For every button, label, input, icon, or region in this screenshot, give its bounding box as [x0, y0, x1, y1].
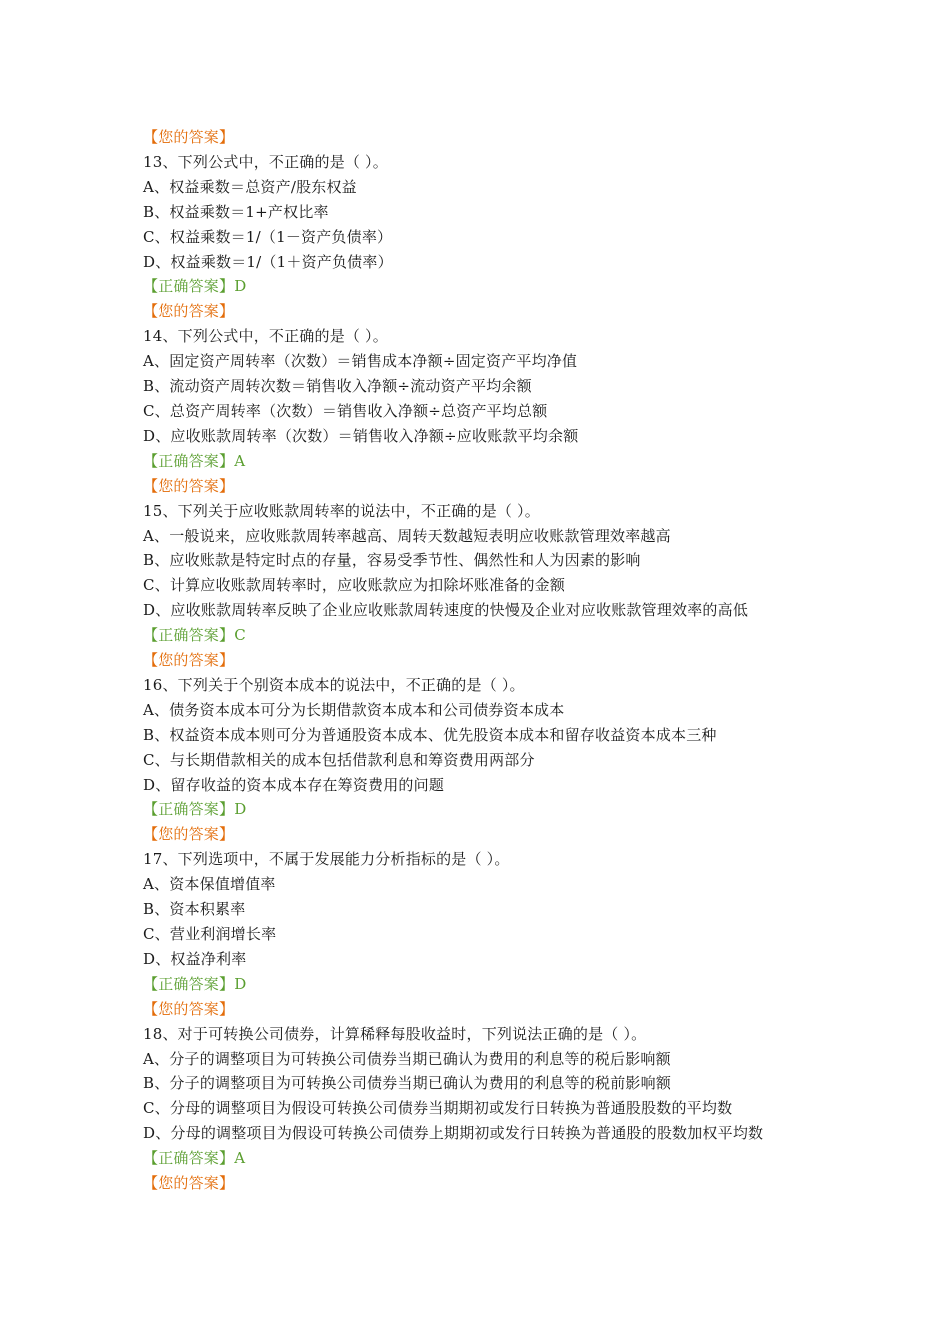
option-c: C、权益乘数＝1/（1－资产负债率） — [143, 227, 393, 246]
option-a: A、固定资产周转率（次数）＝销售成本净额÷固定资产平均净值 — [143, 352, 578, 371]
option-c: C、营业利润增长率 — [143, 925, 277, 943]
option-c: C、分母的调整项目为假设可转换公司债券当期期初或发行日转换为普通股股数的平均数 — [143, 1099, 733, 1118]
question-15 — [143, 499, 823, 673]
option-b: B、流动资产周转次数＝销售收入净额÷流动资产平均余额 — [143, 377, 532, 396]
correct-answer: 【正确答案】A — [143, 451, 246, 470]
option-c: C、与长期借款相关的成本包括借款利息和筹资费用两部分 — [143, 750, 535, 769]
option-b: B、资本积累率 — [143, 900, 246, 919]
correct-answer: 【正确答案】C — [143, 626, 246, 645]
question-14 — [143, 324, 823, 498]
question-stem: 15、下列关于应收账款周转率的说法中，不正确的是（ ）。 — [143, 501, 540, 520]
correct-answer: 【正确答案】D — [143, 974, 247, 993]
your-answer-label: 【您的答案】 — [143, 651, 235, 670]
option-d: D、应收账款周转率反映了企业应收账款周转速度的快慢及企业对应收账款管理效率的高低 — [143, 601, 749, 620]
question-stem: 14、下列公式中，不正确的是（ ）。 — [143, 327, 388, 346]
question-stem: 17、下列选项中，不属于发展能力分析指标的是（ ）。 — [143, 850, 510, 869]
option-b: B、应收账款是特定时点的存量，容易受季节性、偶然性和人为因素的影响 — [143, 551, 641, 570]
option-b: B、权益乘数＝1+产权比率 — [143, 202, 329, 221]
your-answer-label: 【您的答案】 — [143, 128, 235, 146]
your-answer-label: 【您的答案】 — [143, 476, 235, 495]
option-a: A、资本保值增值率 — [143, 875, 276, 894]
question-stem: 16、下列关于个别资本成本的说法中，不正确的是（ ）。 — [143, 675, 525, 694]
option-a: A、分子的调整项目为可转换公司债券当期已确认为费用的利息等的税后影响额 — [143, 1049, 671, 1068]
your-answer-label: 【您的答案】 — [143, 302, 235, 321]
correct-answer: 【正确答案】D — [143, 277, 247, 296]
question-16 — [143, 673, 823, 847]
option-d: D、应收账款周转率（次数）＝销售收入净额÷应收账款平均余额 — [143, 426, 579, 445]
option-a: A、债务资本成本可分为长期借款资本成本和公司债券资本成本 — [143, 700, 565, 719]
option-d: D、权益乘数＝1/（1＋资产负债率） — [143, 252, 393, 271]
option-d: D、留存收益的资本成本存在筹资费用的问题 — [143, 775, 445, 794]
question-17 — [143, 847, 823, 1021]
correct-answer: 【正确答案】D — [143, 800, 247, 819]
question-18 — [143, 1022, 823, 1196]
question-stem: 13、下列公式中，不正确的是（ ）。 — [143, 152, 388, 171]
correct-answer: 【正确答案】A — [143, 1149, 246, 1168]
your-answer-label: 【您的答案】 — [143, 1174, 235, 1193]
option-a: A、权益乘数＝总资产/股东权益 — [143, 177, 357, 196]
option-a: A、一般说来，应收账款周转率越高、周转天数越短表明应收账款管理效率越高 — [143, 526, 671, 545]
document-page — [143, 125, 823, 1196]
your-answer-label: 【您的答案】 — [143, 825, 235, 844]
question-stem: 18、对于可转换公司债券，计算稀释每股收益时，下列说法正确的是（ ）。 — [143, 1024, 647, 1043]
option-c: C、计算应收账款周转率时，应收账款应为扣除坏账准备的金额 — [143, 576, 566, 595]
option-b: B、分子的调整项目为可转换公司债券当期已确认为费用的利息等的税前影响额 — [143, 1074, 672, 1093]
your-answer-label: 【您的答案】 — [143, 999, 235, 1018]
option-b: B、权益资本成本则可分为普通股资本成本、优先股资本成本和留存收益资本成本三种 — [143, 725, 717, 744]
option-c: C、总资产周转率（次数）＝销售收入净额÷总资产平均总额 — [143, 401, 548, 420]
option-d: D、权益净利率 — [143, 949, 247, 968]
option-d: D、分母的调整项目为假设可转换公司债券上期期初或发行日转换为普通股的股数加权平均数 — [143, 1124, 764, 1143]
question-13 — [143, 150, 823, 324]
